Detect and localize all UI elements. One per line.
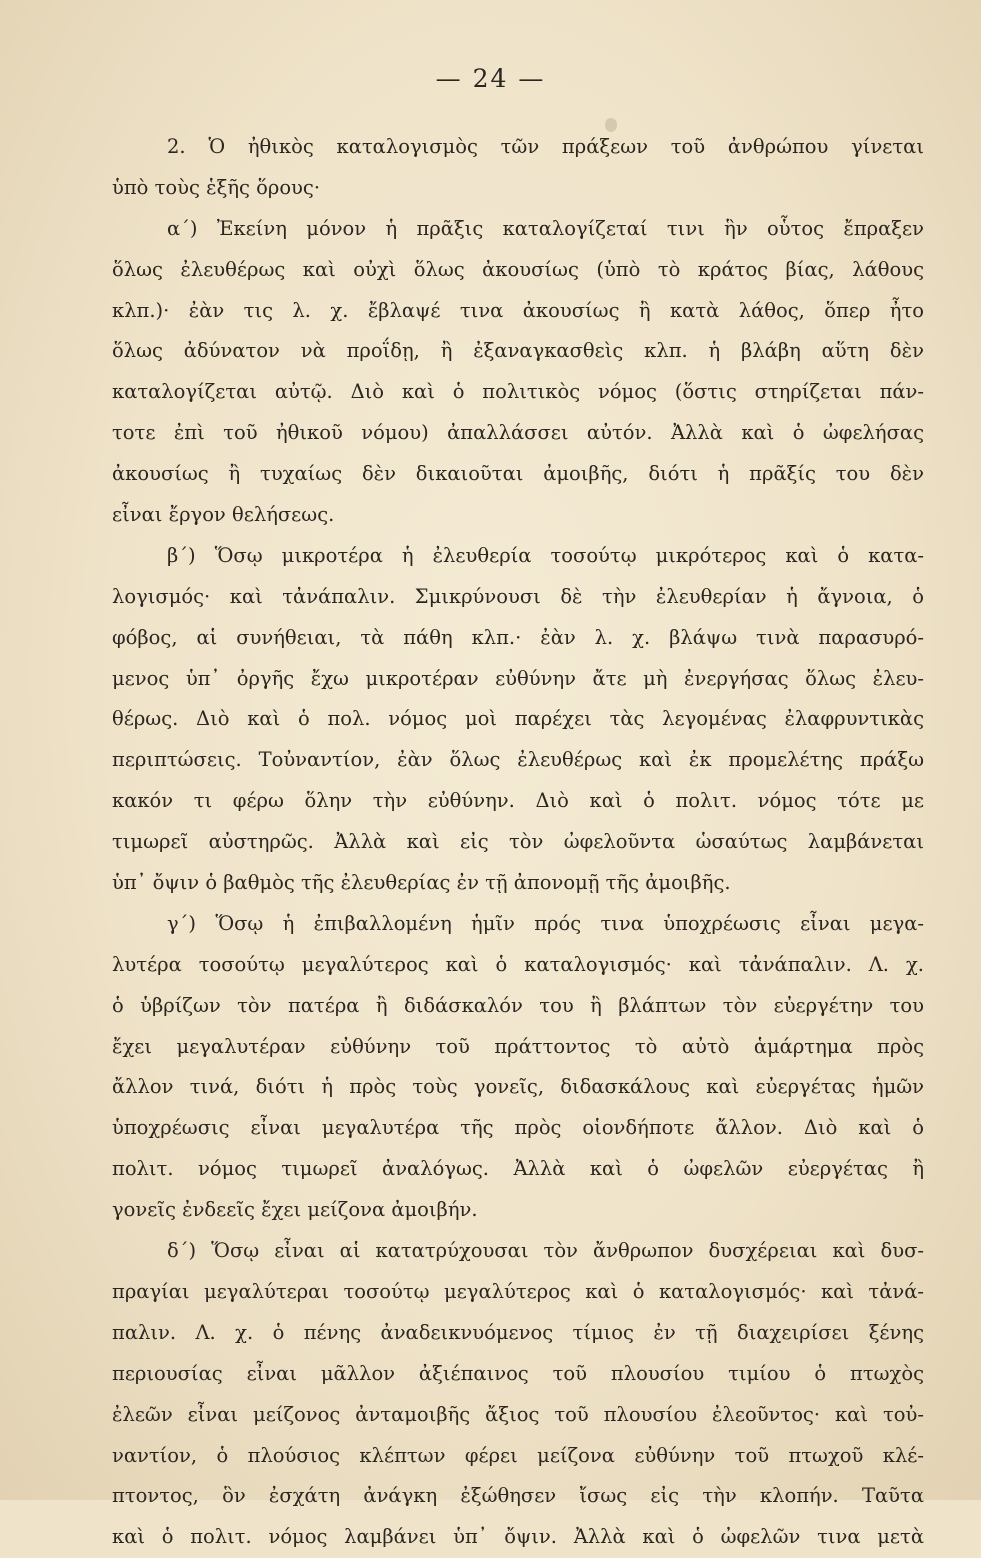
text-line: λυτέρα τοσούτῳ μεγαλύτερος καὶ ὁ καταλογισμός· καὶ τἀνάπαλιν. Λ. χ.: [112, 952, 924, 976]
text-line: πολιτ. νόμος τιμωρεῖ ἀναλόγως. Ἀλλὰ καὶ ὁ ὠφελῶν εὐεργέτας ἢ: [112, 1157, 924, 1181]
text-line: ὑπὸ τοὺς ἑξῆς ὅρους·: [112, 175, 321, 199]
page-number: — 24 —: [435, 64, 546, 93]
text-line: πτοντος, ὃν ἐσχάτη ἀνάγκη ἐξώθησεν ἴσως εἰς τὴν κλοπήν. Ταῦτα: [112, 1484, 924, 1508]
text-line: θέρως. Διὸ καὶ ὁ πολ. νόμος μοὶ παρέχει τὰς λεγομένας ἐλαφρυντικὰς: [112, 707, 924, 731]
text-line: εἶναι ἔργον θελήσεως.: [112, 503, 335, 527]
text-line: ἐλεῶν εἶναι μείζονος ἀνταμοιβῆς ἄξιος τοῦ πλουσίου ἐλεοῦντος· καὶ τοὐ-: [112, 1402, 924, 1426]
text-line: περιπτώσεις. Τοὐναντίον, ἐὰν ὅλως ἐλευθέρως καὶ ἐκ προμελέτης πράξω: [112, 748, 924, 772]
text-body: [112, 127, 924, 1558]
text-line: ὑπ᾽ ὄψιν ὁ βαθμὸς τῆς ἐλευθερίας ἐν τῇ ἀπονομῇ τῆς ἀμοιβῆς.: [112, 871, 731, 895]
text-line: μενος ὑπ᾽ ὀργῆς ἔχω μικροτέραν εὐθύνην ἄτε μὴ ἐνεργήσας ὅλως ἐλευ-: [112, 666, 924, 690]
text-line: κλπ.)· ἐὰν τις λ. χ. ἔβλαψέ τινα ἀκουσίως ἢ κατὰ λάθος, ὅπερ ἦτο: [112, 298, 924, 322]
text-line: παλιν. Λ. χ. ὁ πένης ἀναδεικνυόμενος τίμιος ἐν τῇ διαχειρίσει ξένης: [112, 1320, 924, 1344]
text-line: ὑποχρέωσις εἶναι μεγαλυτέρα τῆς πρὸς οἱονδήποτε ἄλλον. Διὸ καὶ ὁ: [112, 1116, 924, 1140]
text-line: καταλογίζεται αὐτῷ. Διὸ καὶ ὁ πολιτικὸς νόμος (ὅστις στηρίζεται πάν-: [112, 380, 924, 404]
text-line: ὁ ὑβρίζων τὸν πατέρα ἢ διδάσκαλόν του ἢ βλάπτων τὸν εὐεργέτην του: [112, 993, 924, 1017]
text-line: α΄) Ἐκείνη μόνον ἡ πρᾶξις καταλογίζεταί τινι ἣν οὗτος ἔπραξεν: [167, 216, 924, 240]
text-line: κακόν τι φέρω ὅλην τὴν εὐθύνην. Διὸ καὶ ὁ πολιτ. νόμος τότε με: [112, 789, 924, 813]
text-line: τιμωρεῖ αὐστηρῶς. Ἀλλὰ καὶ εἰς τὸν ὠφελοῦντα ὡσαύτως λαμβάνεται: [112, 830, 924, 854]
text-line: ναντίον, ὁ πλούσιος κλέπτων φέρει μείζονα εὐθύνην τοῦ πτωχοῦ κλέ-: [112, 1443, 924, 1467]
text-line: β΄) Ὅσῳ μικροτέρα ἡ ἐλευθερία τοσούτῳ μικρότερος καὶ ὁ κατα-: [167, 543, 924, 567]
text-line: πραγίαι μεγαλύτεραι τοσούτῳ μεγαλύτερος καὶ ὁ καταλογισμός· καὶ τἀνά-: [112, 1279, 924, 1303]
text-line: γονεῖς ἐνδεεῖς ἔχει μείζονα ἀμοιβήν.: [112, 1198, 478, 1222]
text-line: ἄλλον τινά, διότι ἡ πρὸς τοὺς γονεῖς, διδασκάλους καὶ εὐεργέτας ἡμῶν: [112, 1075, 924, 1099]
text-line: ἔχει μεγαλυτέραν εὐθύνην τοῦ πράττοντος τὸ αὐτὸ ἁμάρτημα πρὸς: [112, 1034, 924, 1058]
text-line: περιουσίας εἶναι μᾶλλον ἀξιέπαινος τοῦ πλουσίου τιμίου ὁ πτωχὸς: [112, 1361, 924, 1385]
text-line: δ΄) Ὅσῳ εἶναι αἱ κατατρύχουσαι τὸν ἄνθρωπον δυσχέρειαι καὶ δυσ-: [167, 1239, 924, 1263]
text-line: ὅλως ἐλευθέρως καὶ οὐχὶ ὅλως ἀκουσίως (ὑπὸ τὸ κράτος βίας, λάθους: [112, 257, 924, 281]
text-line: καὶ ὁ πολιτ. νόμος λαμβάνει ὑπ᾽ ὄψιν. Ἀλλὰ καὶ ὁ ὠφελῶν τινα μετὰ: [112, 1525, 924, 1549]
text-line: φόβος, αἱ συνήθειαι, τὰ πάθη κλπ.· ἐὰν λ. χ. βλάψω τινὰ παρασυρό-: [112, 625, 924, 649]
text-line: τοτε ἐπὶ τοῦ ἠθικοῦ νόμου) ἀπαλλάσσει αὐτόν. Ἀλλὰ καὶ ὁ ὠφελήσας: [112, 421, 924, 445]
text-line: λογισμός· καὶ τἀνάπαλιν. Σμικρύνουσι δὲ τὴν ἐλευθερίαν ἡ ἄγνοια, ὁ: [112, 584, 924, 608]
text-line: γ΄) Ὅσῳ ἡ ἐπιβαλλομένη ἡμῖν πρός τινα ὑποχρέωσις εἶναι μεγα-: [167, 911, 924, 935]
text-line: ὅλως ἀδύνατον νὰ προΐδῃ, ἢ ἐξαναγκασθεὶς κλπ. ἡ βλάβη αὕτη δὲν: [112, 339, 924, 363]
text-line: ἀκουσίως ἢ τυχαίως δὲν δικαιοῦται ἀμοιβῆς, διότι ἡ πρᾶξίς του δὲν: [112, 462, 924, 486]
text-line: 2. Ὁ ἠθικὸς καταλογισμὸς τῶν πράξεων τοῦ ἀνθρώπου γίνεται: [167, 135, 924, 158]
